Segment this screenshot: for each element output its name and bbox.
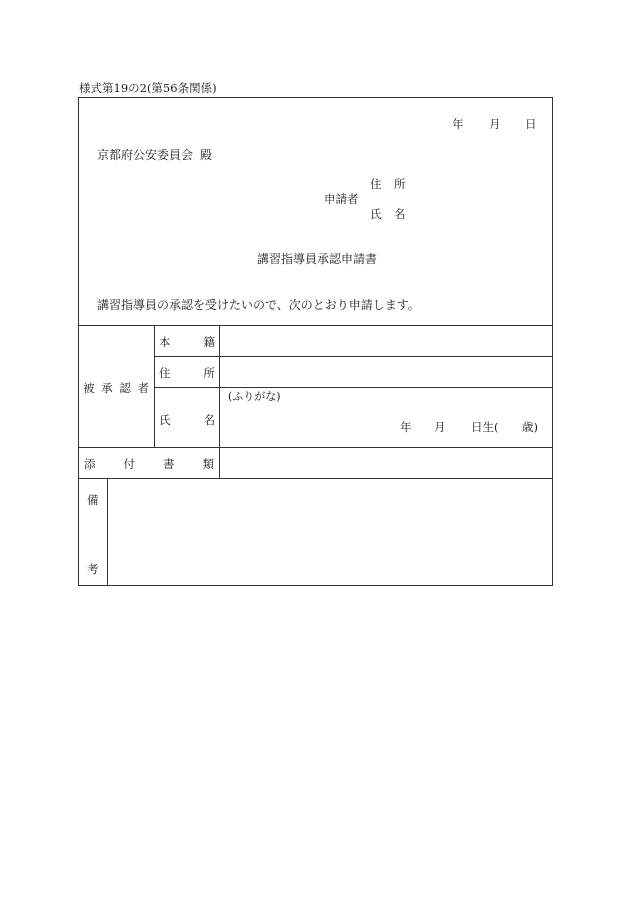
name-label [159, 412, 215, 428]
remarks-field[interactable] [108, 479, 552, 585]
address-label-2: 所 [394, 177, 406, 191]
birth-month-label: 月 [434, 420, 446, 434]
name-label-2: 名 [394, 207, 406, 221]
age-label: 歳) [522, 420, 538, 434]
application-statement: 講習指導員の承認を受けたいので、次のとおり申請します。 [97, 298, 420, 312]
label-char: 添 [84, 457, 96, 471]
form-number: 様式第19の2(第56条関係) [79, 81, 217, 95]
group-char: 者 [137, 381, 149, 395]
addressee: 京都府公安委員会 [97, 148, 194, 162]
birth-year-label: 年 [400, 420, 412, 434]
label-char: 本 [159, 335, 171, 349]
date-day-label: 日 [525, 117, 537, 131]
addressee-honorific: 殿 [200, 148, 213, 162]
honseki-label [159, 334, 215, 350]
form-title: 講習指導員承認申請書 [257, 252, 378, 266]
label-char: 氏 [159, 413, 171, 427]
remarks-label-bottom: 考 [87, 562, 99, 576]
group-char: 認 [119, 381, 131, 395]
attachments-field[interactable] [220, 448, 552, 478]
address-label [159, 365, 215, 381]
remarks-label-top: 備 [87, 493, 99, 507]
attachments-label [84, 456, 214, 472]
applicant-label: 申請者 [324, 192, 359, 206]
group-char: 承 [101, 381, 113, 395]
label-char: 籍 [203, 335, 215, 349]
applicant-group-label [83, 380, 149, 396]
label-char: 所 [203, 366, 215, 380]
label-char: 書 [163, 457, 175, 471]
group-divider [154, 325, 155, 447]
label-char: 付 [123, 457, 135, 471]
application-form [78, 97, 553, 586]
label-char: 名 [203, 413, 215, 427]
address-field[interactable] [220, 357, 552, 387]
address-label-1: 住 [370, 177, 382, 191]
furigana-label: (ふりがな) [228, 390, 281, 403]
label-char: 住 [159, 366, 171, 380]
name-label-1: 氏 [370, 207, 382, 221]
date-year-label: 年 [452, 117, 464, 131]
date-month-label: 月 [489, 117, 501, 131]
honseki-field[interactable] [220, 326, 552, 356]
birth-day-label: 日生( [471, 420, 499, 434]
name-field[interactable] [220, 388, 552, 447]
label-char: 類 [202, 457, 214, 471]
group-char: 被 [83, 381, 95, 395]
